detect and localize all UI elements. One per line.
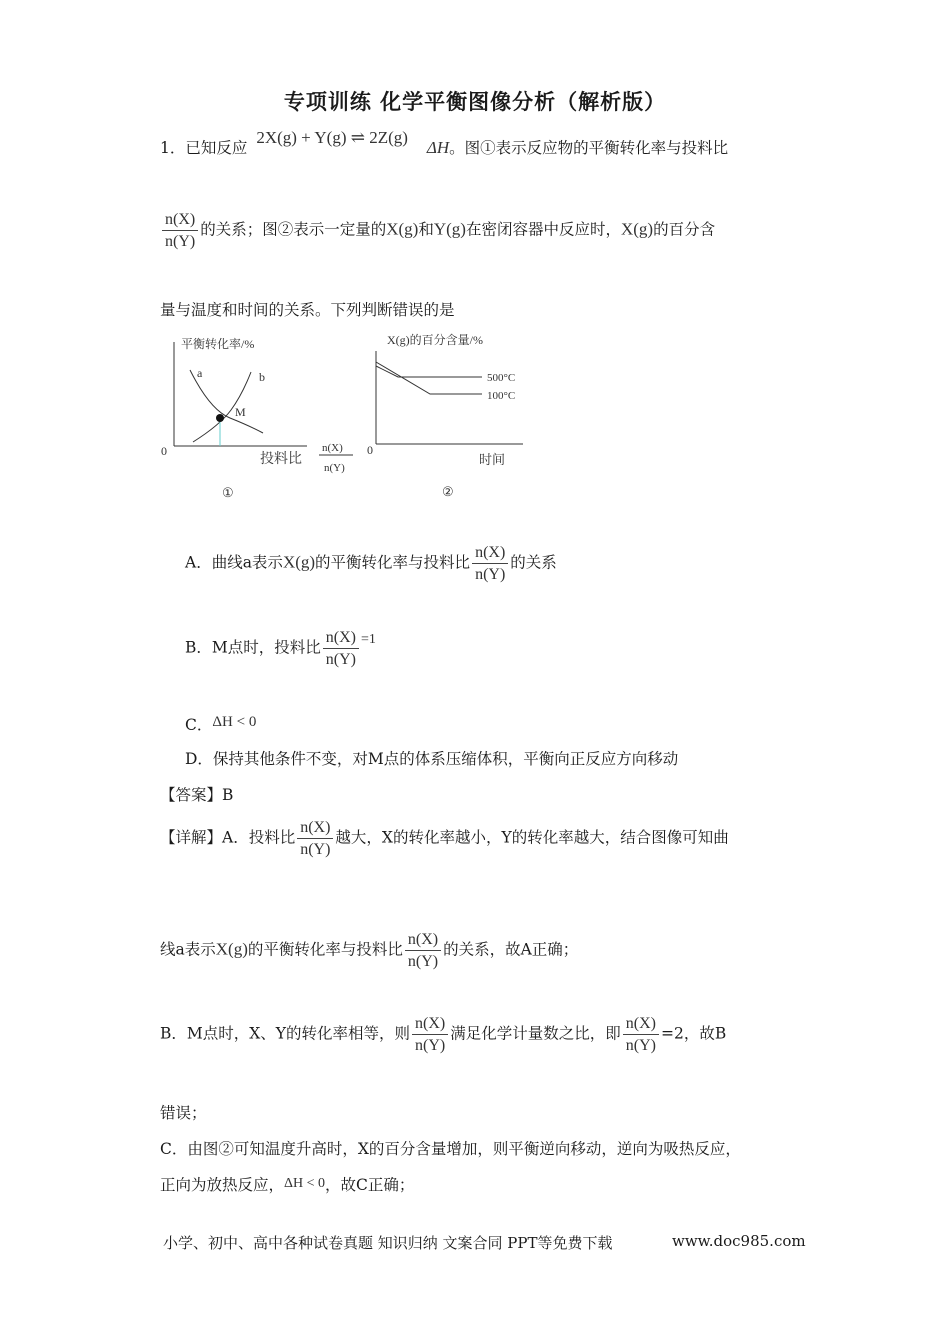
fig2-origin: 0 (367, 443, 373, 457)
label-100c: 100°C (487, 390, 516, 402)
explanation-line-2: 线a表示X(g)的平衡转化率与投料比 $\frac{n(X)}{n(Y)}$ 的关系，故A正确； (160, 931, 579, 970)
ratio-fraction: $\frac{n(X)}{n(Y)}$ (472, 543, 508, 584)
fig1-origin: 0 (161, 444, 167, 458)
line-100c (376, 362, 482, 394)
question-line-2 (160, 210, 715, 251)
question-line-3: 量与温度和时间的关系。下列判断错误的是 (160, 301, 455, 319)
delta-h: ΔH (426, 138, 450, 157)
point-m (216, 414, 224, 422)
ratio-fraction: $\frac{n(X)}{n(Y)}$ (323, 628, 359, 669)
option-d: D．保持其他条件不变，对M点的体系压缩体积，平衡向正反应方向移动 (185, 750, 679, 768)
figure-2 (360, 326, 535, 506)
curve-a-label: a (197, 366, 203, 380)
fig1-x-num: n(X) (322, 442, 343, 454)
fig2-ylabel: X(g)的百分含量/% (387, 333, 483, 347)
formula-xg: X(g) (215, 939, 248, 959)
fig1-x-den: n(Y) (324, 462, 345, 474)
formula-yg: Y(g) (433, 219, 466, 239)
option-c: C．ΔH < 0 (185, 714, 257, 734)
formula-xg: X(g) (282, 552, 316, 572)
ratio-fraction: $\frac{n(X)}{n(Y)}$ (412, 1014, 448, 1055)
ratio-fraction: $\frac{n(X)}{n(Y)}$ (623, 1014, 659, 1055)
curve-b-label: b (259, 370, 265, 384)
fig1-ylabel: 平衡转化率/% (181, 337, 255, 351)
question-line-1 (160, 128, 729, 158)
point-m-label: M (235, 405, 246, 419)
explanation-line-5: C．由图②可知温度升高时，X的百分含量增加，则平衡逆向移动，逆向为吸热反应， (160, 1140, 741, 1158)
page-title: 专项训练 化学平衡图像分析（解析版） (283, 89, 667, 114)
option-a: A．曲线a表示X(g)的平衡转化率与投料比 $\frac{n(X)}{n(Y)}$ 的关系 (185, 544, 557, 583)
question-text: 的百分含 (653, 220, 716, 239)
fig1-caption: ① (222, 485, 234, 500)
explanation-line-4: 错误； (160, 1104, 207, 1122)
answer: 【答案】B (160, 786, 234, 804)
ratio-fraction: $\frac{n(X)}{n(Y)}$ (405, 930, 441, 971)
footer-text: 小学、初中、高中各种试卷真题 知识归纳 文案合同 PPT等免费下载 (163, 1234, 613, 1252)
explanation-line-3: B．M点时，X、Y的转化率相等，则 $\frac{n(X)}{n(Y)}$ 满足化学计量数之比，即 $\frac{n(X)}{n(Y)}$ =2，故B (160, 1015, 727, 1054)
reaction-equation: 2X(g) + Y(g) ⇌ 2Z(g) (256, 128, 408, 147)
fig2-caption: ② (442, 484, 454, 499)
question-text: 在密闭容器中反应时， (465, 220, 621, 239)
option-b: B．M点时，投料比 $\frac{n(X)}{n(Y)}$ =1 (185, 629, 376, 668)
ratio-fraction: $\frac{n(X)}{n(Y)}$ (162, 210, 198, 251)
formula-xg: X(g) (620, 219, 654, 239)
question-stem-cont: 。图①表示反应物的平衡转化率与投料比 (449, 139, 729, 157)
label-500c: 500°C (487, 372, 516, 384)
question-stem: 已知反应 (185, 139, 248, 157)
explanation-line-1: 【详解】A．投料比 $\frac{n(X)}{n(Y)}$ 越大，X的转化率越小，Y的转化率越大，结合图像可知曲 (160, 819, 729, 858)
explanation-line-6: 正向为放热反应，ΔH < 0，故C正确； (160, 1176, 415, 1194)
ratio-fraction: $\frac{n(X)}{n(Y)}$ (297, 818, 333, 859)
fig2-xlabel: 时间 (479, 452, 506, 467)
footer-url[interactable]: www.doc985.com (672, 1232, 806, 1250)
figure-1 (155, 330, 355, 505)
question-text: 和 (418, 220, 434, 239)
fig1-xlabel: 投料比 (260, 452, 302, 467)
formula-xg: X(g) (386, 219, 419, 239)
question-text: 的关系；图②表示一定量的 (200, 220, 387, 239)
question-number: 1． (160, 139, 186, 157)
